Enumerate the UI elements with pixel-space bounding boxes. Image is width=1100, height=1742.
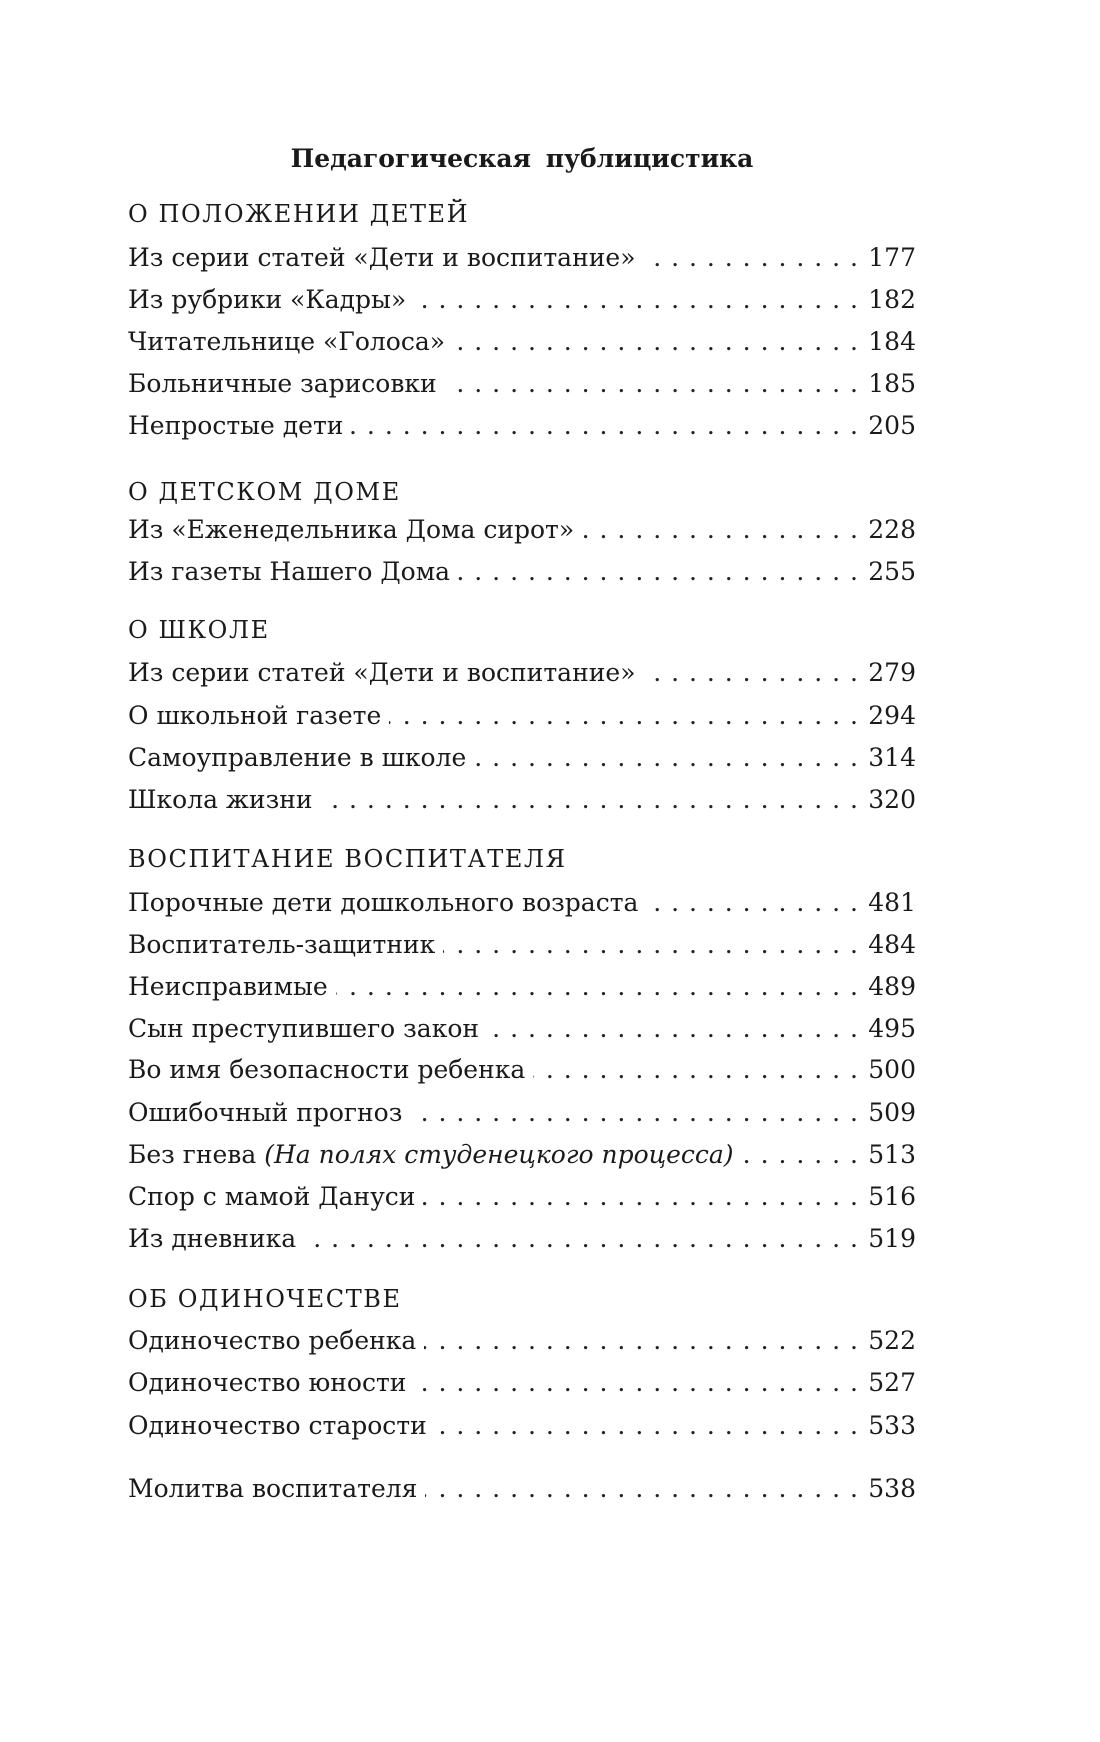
toc-entry[interactable] (128, 883, 916, 923)
dot-leader (435, 1406, 858, 1446)
dot-leader (425, 1469, 858, 1509)
page-number: 538 (868, 1474, 916, 1503)
toc-title: Педагогическая публицистика (290, 144, 754, 173)
dot-leader (533, 1050, 858, 1090)
toc-entry-final[interactable] (128, 1469, 916, 1509)
page-number: 205 (868, 411, 916, 440)
toc-entry[interactable] (128, 364, 916, 404)
page-number: 185 (868, 369, 916, 398)
dot-leader (414, 1363, 858, 1403)
dot-leader (424, 1321, 858, 1361)
page-number: 495 (868, 1014, 916, 1043)
toc-entry[interactable] (128, 1050, 916, 1090)
page-number: 519 (868, 1224, 916, 1253)
entry-title: Из рубрики «Кадры» (128, 285, 407, 314)
entry-title: Во имя безопасности ребенка (128, 1055, 526, 1084)
dot-leader (644, 653, 859, 693)
toc-entry[interactable] (128, 780, 916, 820)
page-number: 228 (868, 515, 916, 544)
dot-leader (474, 738, 858, 778)
page-number: 320 (868, 785, 916, 814)
toc-entry[interactable] (128, 967, 916, 1007)
entry-title: Порочные дети дошкольного возраста (128, 888, 639, 917)
entry-title: Одиночество старости (128, 1411, 427, 1440)
dot-leader (582, 510, 858, 550)
entry-title: Из серии статей «Дети и воспитание» (128, 658, 636, 687)
toc-entry[interactable] (128, 1406, 916, 1446)
dot-leader (646, 883, 858, 923)
entry-title: Одиночество юности (128, 1368, 407, 1397)
page-number: 481 (868, 888, 916, 917)
toc-entry[interactable] (128, 1363, 916, 1403)
entry-title: Молитва воспитателя (128, 1474, 418, 1503)
page-number: 513 (868, 1140, 916, 1169)
page-number: 509 (868, 1098, 916, 1127)
dot-leader (445, 364, 858, 404)
toc-entry[interactable] (128, 738, 916, 778)
page-number: 533 (868, 1411, 916, 1440)
page-number: 516 (868, 1182, 916, 1211)
page-number: 177 (868, 243, 916, 272)
page-number: 522 (868, 1326, 916, 1355)
entry-title: Из газеты Нашего Дома (128, 557, 451, 586)
dot-leader (742, 1135, 858, 1175)
dot-leader (423, 1177, 858, 1217)
entry-title: Воспитатель-защитник (128, 930, 436, 959)
entry-title: Самоуправление в школе (128, 743, 467, 772)
toc-entry[interactable] (128, 280, 916, 320)
toc-entry[interactable] (128, 238, 916, 278)
dot-leader (336, 967, 858, 1007)
toc-entry[interactable] (128, 1219, 916, 1259)
entry-title: Сын преступившего закон (128, 1014, 480, 1043)
page-number: 484 (868, 930, 916, 959)
entry-title: Непростые дети (128, 411, 344, 440)
section-heading: О ПОЛОЖЕНИИ ДЕТЕЙ (128, 200, 470, 228)
toc-entry[interactable] (128, 653, 916, 693)
section-heading: О ШКОЛЕ (128, 616, 270, 644)
toc-entry[interactable] (128, 406, 916, 446)
dot-leader (414, 280, 858, 320)
entry-title: Из дневника (128, 1224, 297, 1253)
entry-title: Ошибочный прогноз (128, 1098, 403, 1127)
page-number: 500 (868, 1055, 916, 1084)
entry-title: Неисправимые (128, 972, 328, 1001)
entry-title: Больничные зарисовки (128, 369, 437, 398)
page-number: 182 (868, 285, 916, 314)
entry-title: Читательнице «Голоса» (128, 327, 446, 356)
toc-entry[interactable] (128, 1009, 916, 1049)
toc-entry[interactable] (128, 1135, 916, 1175)
dot-leader (487, 1009, 858, 1049)
dot-leader (351, 406, 858, 446)
entry-title: Одиночество ребенка (128, 1326, 417, 1355)
toc-entry[interactable] (128, 1177, 916, 1217)
page-number: 294 (868, 701, 916, 730)
dot-leader (644, 238, 859, 278)
page-number: 279 (868, 658, 916, 687)
entry-title: О школьной газете (128, 701, 382, 730)
entry-title: Без гнева (На полях студенецкого процесса) (128, 1140, 734, 1169)
dot-leader (443, 925, 858, 965)
entry-title: Из серии статей «Дети и воспитание» (128, 243, 636, 272)
toc-entry[interactable] (128, 510, 916, 550)
page-number: 314 (868, 743, 916, 772)
toc-entry[interactable] (128, 1093, 916, 1133)
toc-entry[interactable] (128, 925, 916, 965)
entry-title: Из «Еженедельника Дома сирот» (128, 515, 575, 544)
page-number: 255 (868, 557, 916, 586)
page-number: 184 (868, 327, 916, 356)
page-number: 527 (868, 1368, 916, 1397)
entry-title: Школа жизни (128, 785, 313, 814)
toc-entry[interactable] (128, 552, 916, 592)
toc-entry[interactable] (128, 1321, 916, 1361)
dot-leader (458, 552, 858, 592)
dot-leader (410, 1093, 858, 1133)
dot-leader (304, 1219, 858, 1259)
entry-title: Спор с мамой Дануси (128, 1182, 416, 1211)
section-heading: ОБ ОДИНОЧЕСТВЕ (128, 1285, 402, 1313)
toc-entry[interactable] (128, 322, 916, 362)
section-heading: О ДЕТСКОМ ДОМЕ (128, 478, 401, 506)
dot-leader (453, 322, 858, 362)
section-heading: ВОСПИТАНИЕ ВОСПИТАТЕЛЯ (128, 845, 567, 873)
dot-leader (389, 696, 858, 736)
toc-entry[interactable] (128, 696, 916, 736)
page-number: 489 (868, 972, 916, 1001)
dot-leader (321, 780, 858, 820)
